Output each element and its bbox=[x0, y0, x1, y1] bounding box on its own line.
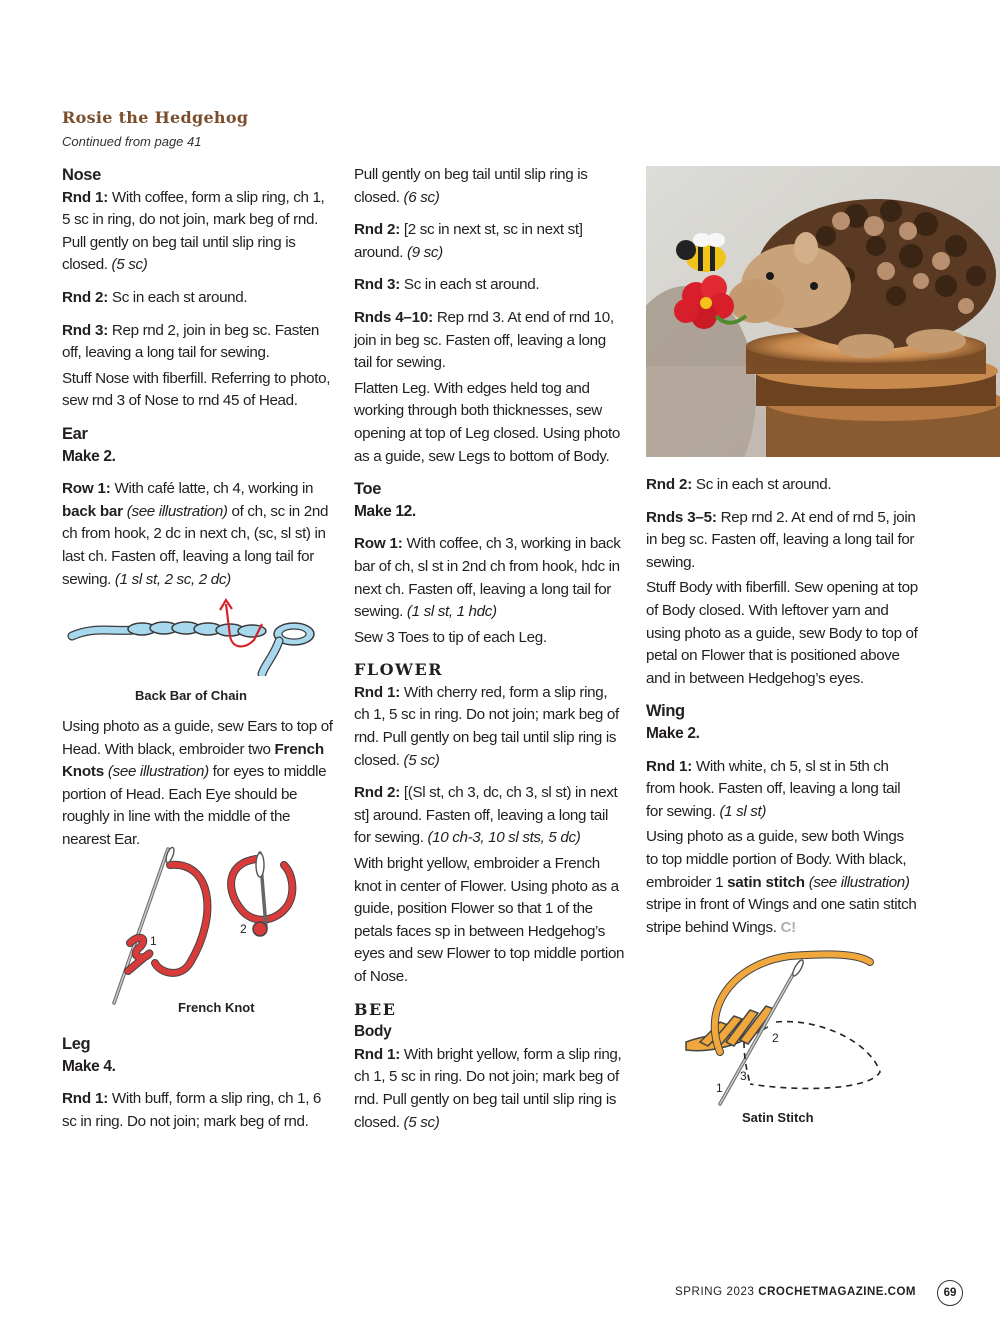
leg-flatten: Flatten Leg. With edges held tog and working through both thicknesses, sew opening at top of Leg closed. Using photo as a guide, sew Legs to bottom of Body. bbox=[354, 379, 620, 465]
back-bar-illustration bbox=[64, 596, 324, 676]
body-text: Using photo as a guide, sew Ears to top of Head. With black, embroider two bbox=[62, 718, 333, 758]
column-2 bbox=[354, 164, 626, 1144]
stitch-count: (10 ch-3, 10 sl sts, 5 dc) bbox=[427, 829, 581, 847]
toe-row1 bbox=[354, 533, 626, 623]
bee-body-rnd1 bbox=[354, 1044, 626, 1134]
french-knot-step-1: 1 bbox=[150, 934, 157, 948]
term-french-knots: French Knots bbox=[62, 740, 324, 781]
rnd-text: With buff, form a slip ring, ch 1, 6 sc in ring. Do not join; mark beg of rnd. bbox=[62, 1090, 322, 1130]
see-illustration: (see illustration) bbox=[122, 502, 228, 520]
french-knot-step-2: 2 bbox=[240, 922, 247, 936]
leg-heading: Leg bbox=[62, 1035, 91, 1053]
bee-body-stuff: Stuff Body with fiberfill. Sew opening at top of Body closed. With leftover yarn and using photo as a guide, sew Body to top of petal on Flower that is positioned above and in between Hedgehog’s eyes. bbox=[646, 579, 918, 687]
stitch-count: (1 sl st) bbox=[719, 802, 767, 820]
column-1-leg bbox=[62, 1033, 334, 1143]
rnd-label: Rnd 2: bbox=[646, 476, 693, 493]
rnd-label: Rnd 2: bbox=[62, 288, 109, 306]
ear-heading: Ear bbox=[62, 424, 88, 443]
rnd-label: Rnd 3: bbox=[354, 276, 401, 294]
ear-make: Make 2. bbox=[62, 447, 116, 465]
rnd-text: Sc in each st around. bbox=[108, 288, 248, 306]
rnd-text: With bright yellow, form a slip ring, ch 1, 5 sc in ring. Do not join; mark beg of rnd. Pull gently on beg tail until slip ring is closed. bbox=[354, 1045, 622, 1131]
rnd-label: Rnd 1: bbox=[62, 1090, 109, 1108]
article-title: Rosie the Hedgehog bbox=[62, 108, 249, 127]
leg-rnds4-10 bbox=[354, 307, 626, 375]
stitch-count: (9 sc) bbox=[406, 243, 443, 261]
rnd-text: Sc in each st around. bbox=[400, 276, 540, 294]
bee-body-heading: Body bbox=[354, 1023, 392, 1041]
flower-rnd2 bbox=[354, 782, 626, 850]
rnd-text: With coffee, form a slip ring, ch 1, 5 sc in ring, do not join, mark beg of rnd. Pull gently on beg tail until slip ring is closed. bbox=[62, 188, 325, 274]
rnd-label: Rnd 1: bbox=[354, 1045, 401, 1063]
nose-heading: Nose bbox=[62, 166, 101, 184]
leg-make: Make 4. bbox=[62, 1057, 116, 1075]
column-3 bbox=[646, 474, 918, 949]
body-text: for eyes to middle portion of Head. Each Eye should be roughly in line with the middle of the nearest Ear. bbox=[62, 763, 327, 848]
rnd-text: Rep rnd 3. At end of rnd 10, join in beg sc. Fasten off, leaving a long tail for sewing. bbox=[354, 308, 614, 372]
issue-season: SPRING 2023 bbox=[675, 1286, 759, 1298]
column-1-lower bbox=[62, 716, 334, 862]
bee-body-rnds3-5 bbox=[646, 507, 918, 575]
body-text: Using photo as a guide, sew both Wings to top middle portion of Body. With black, embroider 1 bbox=[646, 828, 907, 891]
flower-knot: With bright yellow, embroider a French knot in center of Flower. Using photo as a guide, position Flower so that 1 of the petals faces sp in between Hedgehog’s eyes and sew Flower to top middle portion of Nose. bbox=[354, 855, 625, 985]
rnd-label: Rnd 1: bbox=[62, 188, 109, 206]
ear-row1 bbox=[62, 478, 334, 591]
wing-make: Make 2. bbox=[646, 724, 700, 742]
rnd-text: Rep rnd 2, join in beg sc. Fasten off, leaving a long tail for sewing. bbox=[62, 321, 320, 362]
nose-stuff: Stuff Nose with fiberfill. Referring to photo, sew rnd 3 of Nose to rnd 45 of Head. bbox=[62, 369, 331, 410]
see-illustration: (see illustration) bbox=[104, 763, 209, 781]
continued-note: Continued from page 41 bbox=[62, 134, 202, 149]
french-knot-caption: French Knot bbox=[178, 1000, 255, 1015]
wing-sew bbox=[646, 826, 918, 939]
row-label: Row 1: bbox=[62, 480, 111, 498]
hedgehog-photo bbox=[646, 166, 1000, 457]
rnd-label: Rnd 1: bbox=[354, 683, 401, 701]
stitch-count: (1 sl st, 1 hdc) bbox=[406, 603, 497, 621]
rnd-text: [(Sl st, ch 3, dc, ch 3, sl st) in next st] around. Fasten off, leaving a long tail for sewing. bbox=[354, 784, 618, 847]
term-satin-stitch: satin stitch bbox=[727, 873, 805, 891]
leg-rnd2 bbox=[354, 219, 626, 264]
leg-rnd1 bbox=[62, 1088, 334, 1133]
toe-sew: Sew 3 Toes to tip of each Leg. bbox=[354, 628, 547, 646]
rnd-text: With white, ch 5, sl st in 5th ch from hook. Fasten off, leaving a long tail for sewing. bbox=[646, 757, 901, 820]
row-text: With café latte, ch 4, working in bbox=[110, 480, 314, 498]
body-text: stripe in front of Wings and one satin stitch stripe behind Wings. bbox=[646, 896, 917, 936]
rnd-label: Rnds 3–5: bbox=[646, 508, 717, 526]
stitch-count: (5 sc) bbox=[111, 256, 148, 274]
rnd-text: With cherry red, form a slip ring, ch 1, 5 sc in ring. Do not join; mark beg of rnd. Pull gently on beg tail until slip ring is closed. bbox=[354, 683, 619, 769]
flower-rnd1 bbox=[354, 682, 626, 772]
back-bar-caption: Back Bar of Chain bbox=[135, 688, 247, 703]
flower-heading: FLOWER bbox=[354, 660, 444, 680]
row-text: With coffee, ch 3, working in back bar of ch, sl st in 2nd ch from hook, hdc in next ch. Fasten off, leaving a long tail for sewing. bbox=[354, 535, 621, 621]
wing-rnd1 bbox=[646, 756, 918, 824]
body-text: Pull gently on beg tail until slip ring is closed. bbox=[354, 166, 588, 206]
rnd-label: Rnd 3: bbox=[62, 321, 109, 339]
bee-body-rnd2 bbox=[646, 474, 918, 497]
row-text: of ch, sc in 2nd ch from hook, 2 dc in next ch, (sc, sl st) in last ch. Fasten off, leaving a long tail for sewing. bbox=[62, 502, 329, 588]
site-url: CROCHETMAGAZINE.COM bbox=[758, 1286, 916, 1298]
rnd-text: Rep rnd 2. At end of rnd 5, join in beg sc. Fasten off, leaving a long tail for sewing. bbox=[646, 508, 916, 571]
satin-stitch-illustration bbox=[680, 942, 890, 1107]
rnd-label: Rnd 1: bbox=[646, 757, 693, 775]
page-number: 69 bbox=[937, 1280, 963, 1306]
satin-step-1: 1 bbox=[716, 1081, 723, 1095]
leg-rnd3 bbox=[354, 274, 626, 297]
term-back-bar: back bar bbox=[62, 502, 123, 520]
stitch-count: (1 sl st, 2 sc, 2 dc) bbox=[114, 570, 231, 588]
ears-instructions bbox=[62, 716, 334, 852]
rnd-text: [2 sc in next st, sc in next st] around. bbox=[354, 221, 583, 261]
wing-heading: Wing bbox=[646, 702, 685, 721]
leg-cont bbox=[354, 164, 626, 209]
rnd-text: Sc in each st around. bbox=[692, 476, 832, 493]
nose-rnd1 bbox=[62, 187, 334, 277]
bee-heading: BEE bbox=[354, 999, 397, 1019]
end-mark: C! bbox=[780, 918, 796, 936]
stitch-count: (5 sc) bbox=[403, 1113, 440, 1131]
rnd-label: Rnd 2: bbox=[354, 784, 401, 802]
footer-text bbox=[675, 1286, 916, 1298]
stitch-count: (6 sc) bbox=[403, 188, 440, 206]
satin-step-3: 3 bbox=[740, 1069, 747, 1083]
toe-make: Make 12. bbox=[354, 502, 416, 520]
column-1 bbox=[62, 164, 334, 601]
french-knot-illustration bbox=[100, 843, 310, 1013]
satin-stitch-caption: Satin Stitch bbox=[742, 1110, 814, 1125]
toe-heading: Toe bbox=[354, 480, 382, 499]
nose-rnd2 bbox=[62, 287, 334, 310]
rnd-label: Rnds 4–10: bbox=[354, 308, 434, 326]
stitch-count: (5 sc) bbox=[403, 751, 440, 769]
see-illustration: (see illustration) bbox=[804, 873, 910, 891]
row-label: Row 1: bbox=[354, 535, 403, 553]
rnd-label: Rnd 2: bbox=[354, 221, 401, 239]
nose-rnd3 bbox=[62, 320, 334, 365]
satin-step-2: 2 bbox=[772, 1031, 779, 1045]
